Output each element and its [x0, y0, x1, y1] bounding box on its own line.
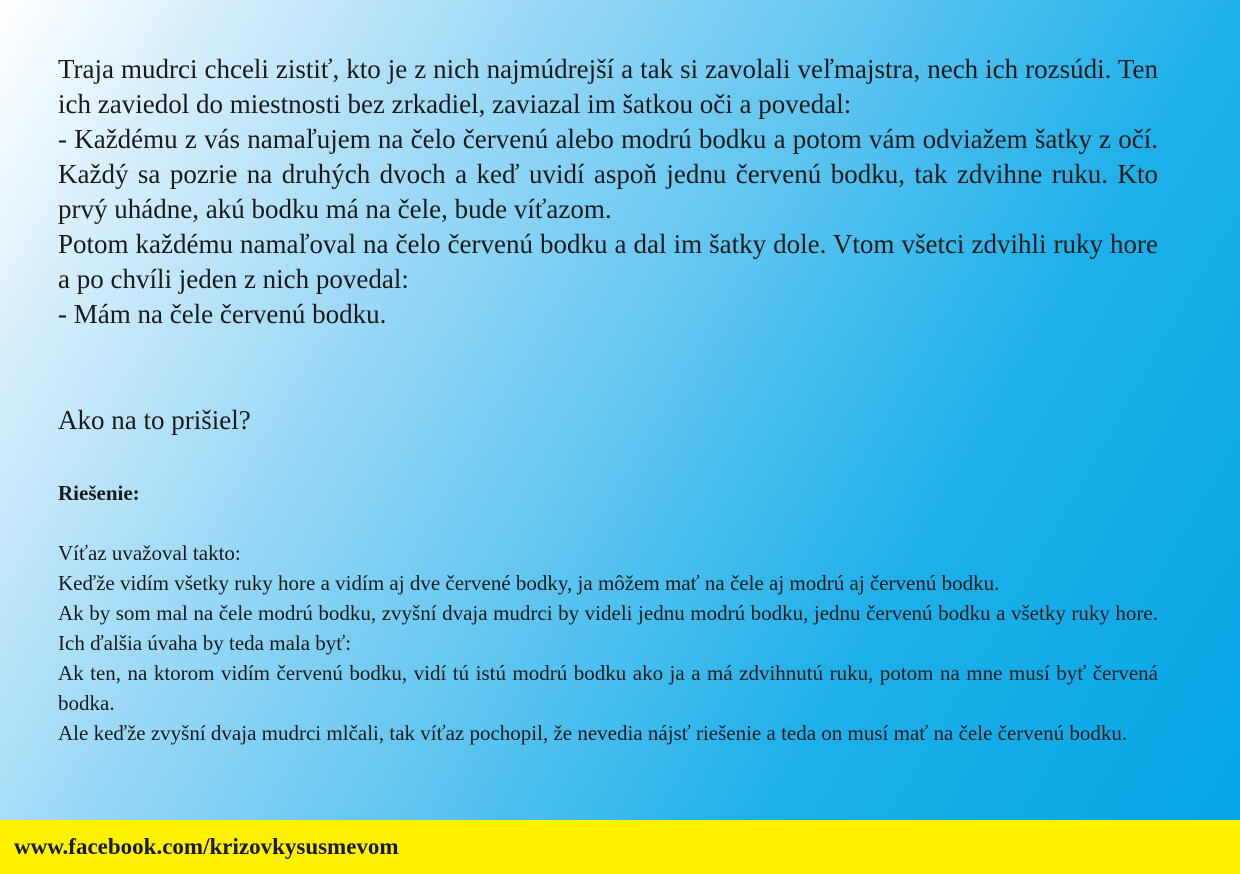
solution-line: Ale keďže zvyšní dvaja mudrci mlčali, tak víťaz pochopil, že nevedia nájsť riešenie a teda on musí mať na čele červenú bodku. — [58, 721, 1128, 745]
solution-line: Keďže vidím všetky ruky hore a vidím aj dve červené bodky, ja môžem mať na čele aj modrú aj červenú bodku. — [58, 571, 1000, 595]
puzzle-question: Ako na to prišiel? — [58, 405, 251, 435]
puzzle-instructions: - Každému z vás namaľujem na čelo červenú alebo modrú bodku a potom vám odviažem šatky z očí. Každý sa pozrie na druhých dvoch a keď uvidí aspoň jednu červenú bodku, tak zdvihne ruku. Kto prvý uhádne, akú bodku má na čele, bude víťazom. — [58, 124, 1158, 224]
solution-line: Víťaz uvažoval takto: — [58, 541, 241, 565]
puzzle-statement: - Mám na čele červenú bodku. — [58, 299, 387, 329]
solution-text — [58, 538, 1158, 748]
puzzle-events: Potom každému namaľoval na čelo červenú bodku a dal im šatky dole. Vtom všetci zdvihli ruky hore a po chvíli jeden z nich povedal: — [58, 229, 1158, 294]
footer-bar — [0, 820, 1240, 874]
puzzle-text — [58, 52, 1158, 332]
facebook-link[interactable]: www.facebook.com/krizovkysusmevom — [14, 834, 399, 859]
solution-heading: Riešenie: — [58, 481, 140, 505]
solution-line: Ak ten, na ktorom vidím červenú bodku, vidí tú istú modrú bodku ako ja a má zdvihnutú ruku, potom na mne musí byť červená bodka. — [58, 661, 1158, 715]
solution-line: Ak by som mal na čele modrú bodku, zvyšní dvaja mudrci by videli jednu modrú bodku, jednu červenú bodku a všetky ruky hore. Ich ďalšia úvaha by teda mala byť: — [58, 601, 1158, 655]
puzzle-intro: Traja mudrci chceli zistiť, kto je z nich najmúdrejší a tak si zavolali veľmajstra, nech ich rozsúdi. Ten ich zaviedol do miestnosti bez zrkadiel, zaviazal im šatkou oči a povedal: — [58, 54, 1158, 119]
